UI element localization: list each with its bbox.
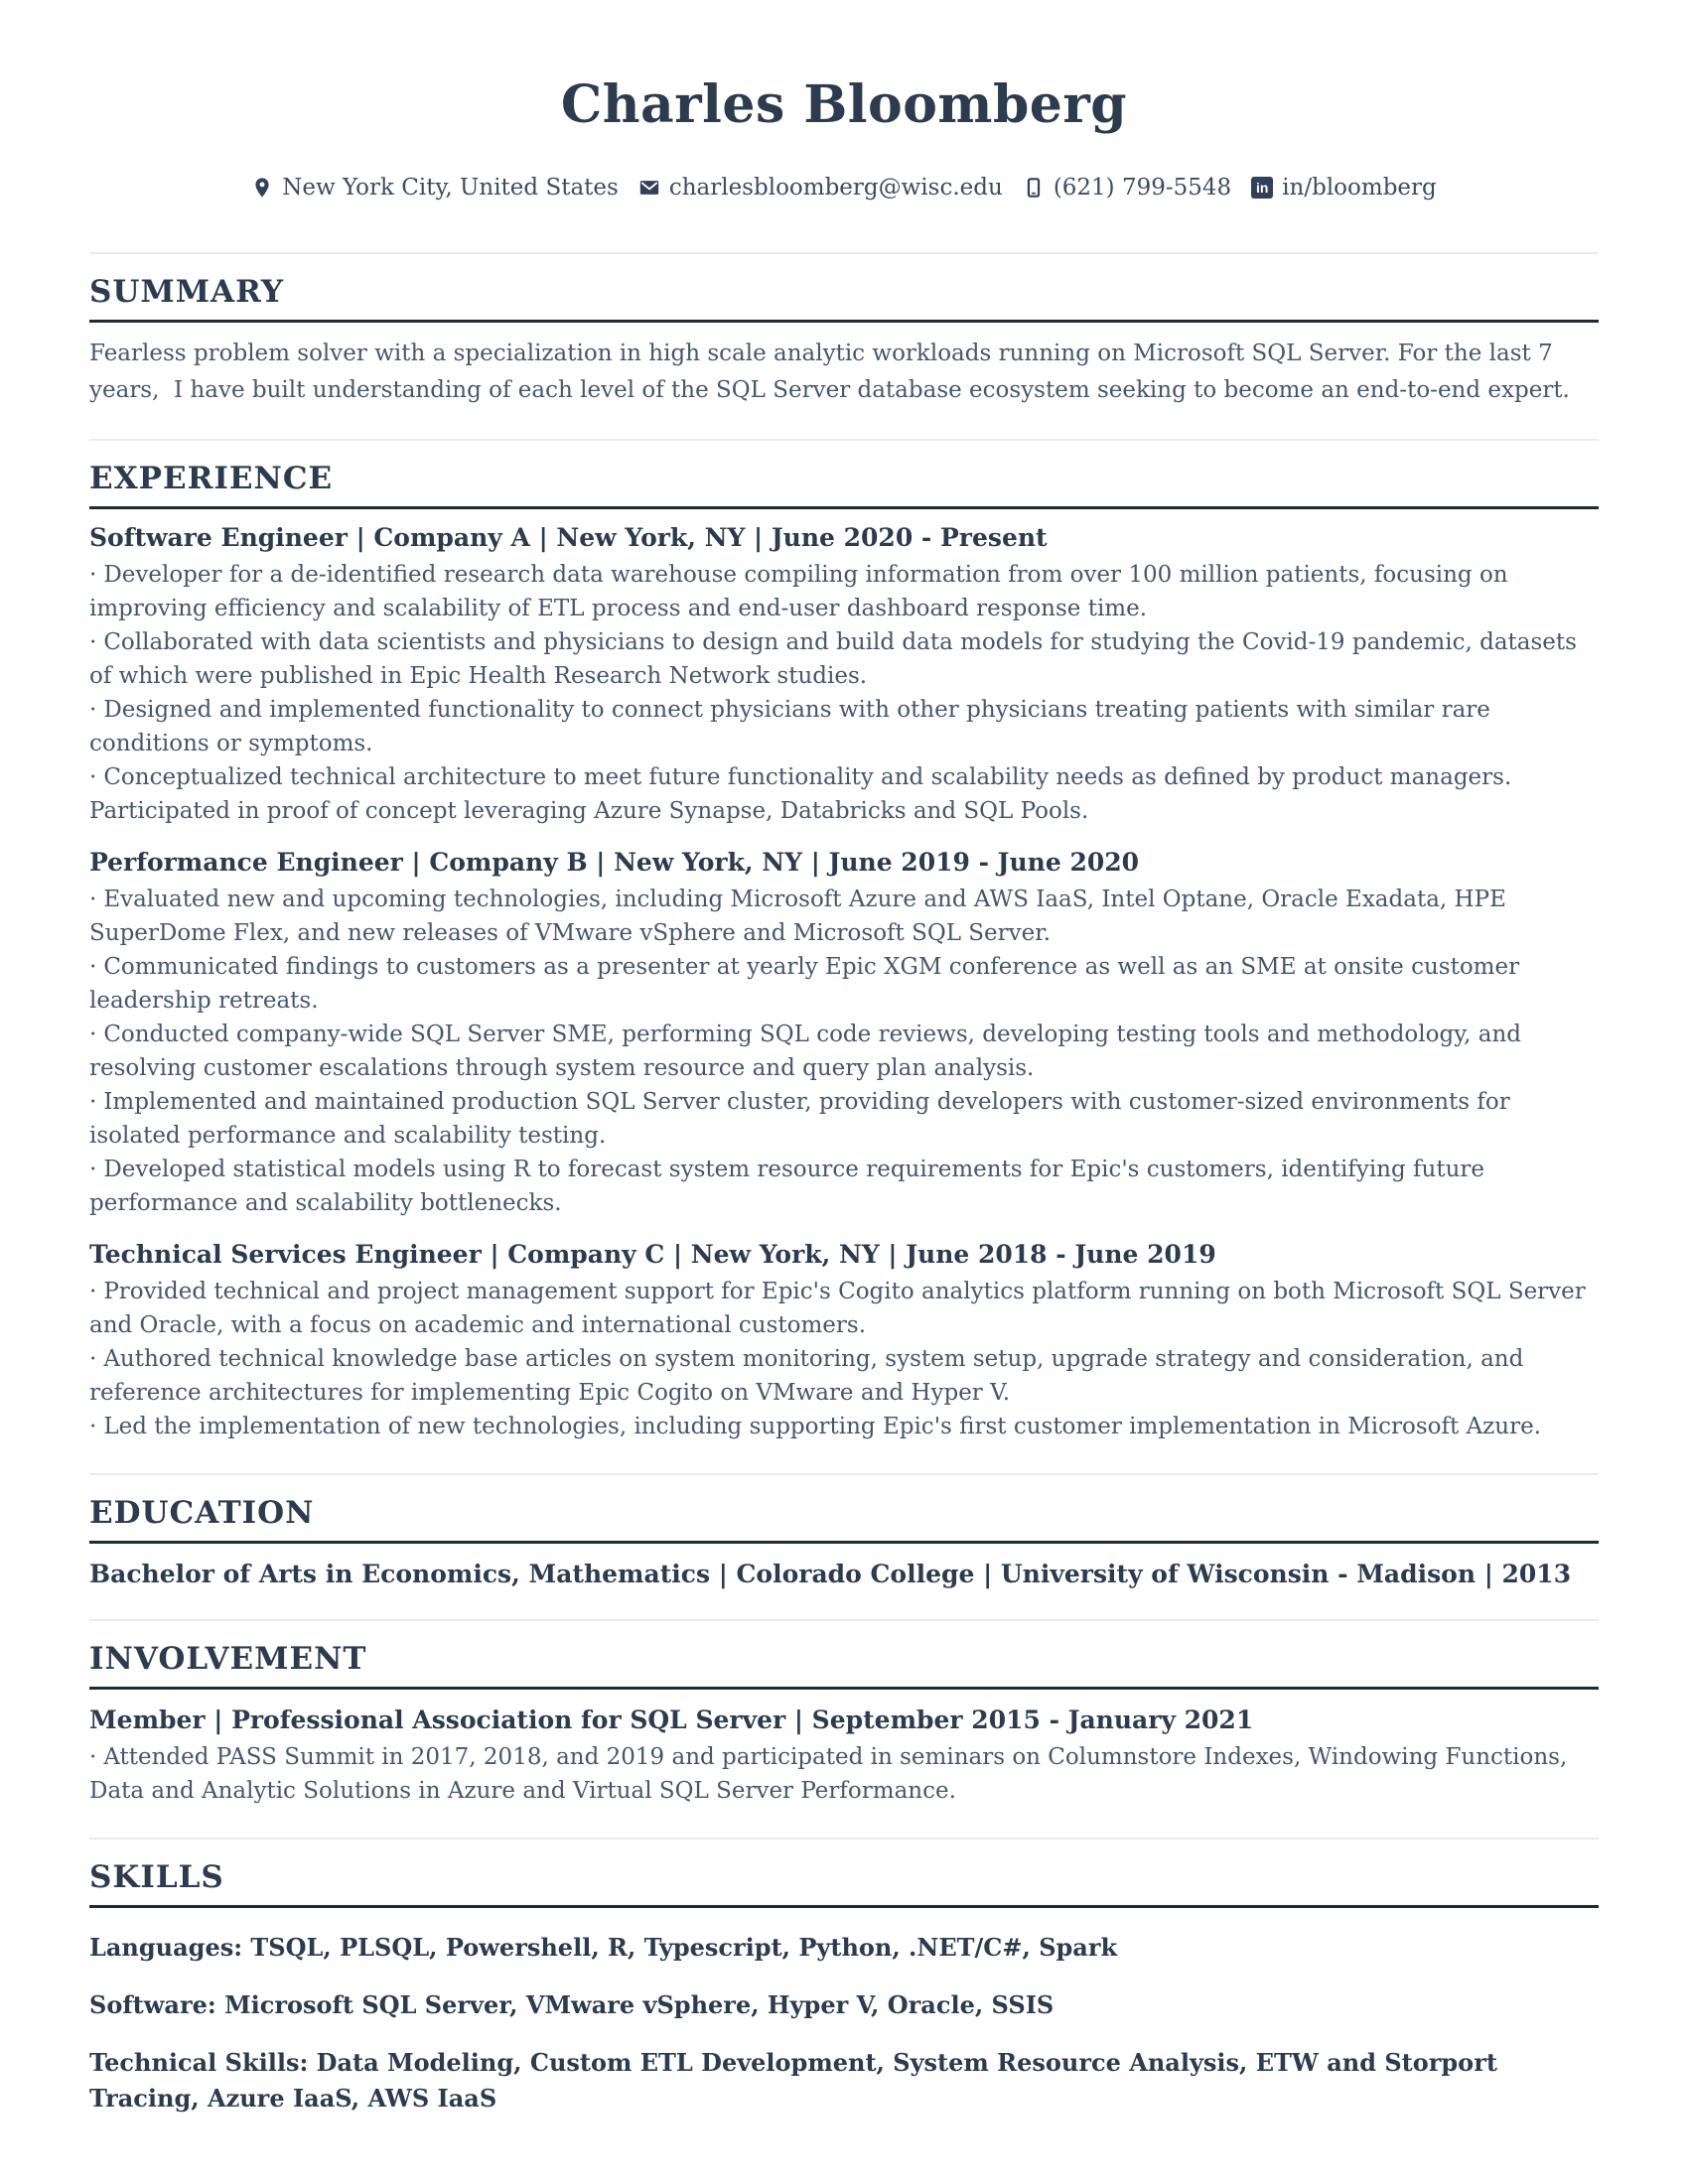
job-bullet [89, 625, 1599, 693]
bullet-text: Collaborated with data scientists and physicians to design and build data models for studying the Covid-19 pandemic, datasets of which were published in Epic Health Research Network studies. [89, 628, 1577, 689]
bullet-text: Attended PASS Summit in 2017, 2018, and 2019 and participated in seminars on Columnstore Indexes, Windowing Functions, Data and Analytic Solutions in Azure and Virtual SQL Server Performance. [89, 1743, 1568, 1804]
summary-section-title: SUMMARY [89, 273, 285, 310]
experience-section-title: EXPERIENCE [89, 460, 334, 496]
section-divider [89, 1619, 1599, 1621]
bullet-text: Conceptualized technical architecture to meet future functionality and scalability needs as defined by product managers. Participated in proof of concept leveraging Azure Synapse, Databricks and SQL Pools. [89, 763, 1512, 824]
job-bullet [89, 1085, 1599, 1153]
contact-linkedin [1251, 175, 1437, 201]
skills-technical: Technical Skills: Data Modeling, Custom ETL Development, System Resource Analysis, ETW and Storport Tracing, Azure IaaS, AWS IaaS [89, 2047, 1497, 2113]
mobile-phone-icon [1023, 177, 1045, 199]
job-bullet [89, 1410, 1599, 1443]
education-degree: Bachelor of Arts in Economics, Mathematics | Colorado College | University of Wisconsin - Madison | 2013 [89, 1559, 1572, 1588]
bullet-dot: · [89, 1413, 97, 1439]
section-involvement [89, 1619, 1599, 1808]
envelope-icon [638, 177, 660, 199]
involvement-bullet [89, 1740, 1599, 1808]
bullet-text: Provided technical and project management support for Epic's Cogito analytics platform running on both Microsoft SQL Server and Oracle, with a focus on academic and international customers. [89, 1278, 1586, 1338]
bullet-text: Developer for a de-identified research data warehouse compiling information from over 100 million patients, focusing on improving efficiency and scalability of ETL process and end-user dashboard response time. [89, 561, 1508, 621]
job-title: Performance Engineer | Company B | New York, NY | June 2019 - June 2020 [89, 847, 1140, 877]
job-title: Technical Services Engineer | Company C | New York, NY | June 2018 - June 2019 [89, 1239, 1216, 1269]
candidate-name: Charles Bloomberg [560, 74, 1128, 135]
bullet-dot: · [89, 561, 97, 588]
contact-linkedin-text: in/bloomberg [1282, 174, 1437, 201]
job-entry [89, 523, 1599, 828]
contact-email [638, 175, 1003, 201]
contact-row [89, 175, 1599, 201]
bullet-text: Designed and implemented functionality to connect physicians with other physicians treating patients with similar rare conditions or symptoms. [89, 696, 1490, 756]
job-bullet [89, 558, 1599, 625]
job-bullet [89, 1342, 1599, 1410]
job-title: Software Engineer | Company A | New York, NY | June 2020 - Present [89, 522, 1048, 552]
linkedin-icon: in [1251, 177, 1273, 199]
job-bullet [89, 693, 1599, 760]
bullet-dot: · [89, 953, 97, 980]
location-pin-icon [251, 177, 273, 199]
resume-header [89, 75, 1599, 201]
summary-text: Fearless problem solver with a specialization in high scale analytic workloads running on Microsoft SQL Server. For the last 7 years, I have built understanding of each level of the SQL Server database ecosystem seeking to become an end-to-end expert. [89, 340, 1570, 403]
bullet-dot: · [89, 763, 97, 790]
bullet-text: Conducted company-wide SQL Server SME, performing SQL code reviews, developing testing tools and methodology, and resolving customer escalations through system resource and query plan analysis. [89, 1021, 1522, 1081]
job-bullet [89, 1153, 1599, 1220]
bullet-dot: · [89, 696, 97, 723]
bullet-text: Led the implementation of new technologies, including supporting Epic's first customer implementation in Microsoft Azure. [103, 1413, 1542, 1439]
contact-location [251, 175, 619, 201]
job-bullet [89, 760, 1599, 828]
involvement-entry [89, 1706, 1599, 1808]
job-entry [89, 1240, 1599, 1443]
section-experience [89, 439, 1599, 1443]
involvement-section-title: INVOLVEMENT [89, 1640, 367, 1677]
bullet-dot: · [89, 886, 97, 912]
bullet-text: Developed statistical models using R to forecast system resource requirements for Epic's customers, identifying future performance and scalability bottlenecks. [89, 1156, 1485, 1216]
skills-languages: Languages: TSQL, PLSQL, Powershell, R, Typescript, Python, .NET/C#, Spark [89, 1932, 1118, 1962]
contact-phone-text: (621) 799-5548 [1053, 174, 1232, 201]
contact-email-text: charlesbloomberg@wisc.edu [668, 174, 1003, 201]
section-divider [89, 1473, 1599, 1475]
skills-software: Software: Microsoft SQL Server, VMware vSphere, Hyper V, Oracle, SSIS [89, 1989, 1055, 2019]
bullet-dot: · [89, 1021, 97, 1047]
section-rule [89, 506, 1599, 509]
contact-location-text: New York City, United States [282, 174, 619, 201]
section-divider [89, 439, 1599, 441]
bullet-text: Communicated findings to customers as a presenter at yearly Epic XGM conference as well as an SME at onsite customer leadership retreats. [89, 953, 1520, 1014]
section-rule [89, 1687, 1599, 1690]
section-rule [89, 1541, 1599, 1544]
involvement-role: Member | Professional Association for SQL Server | September 2015 - January 2021 [89, 1705, 1254, 1734]
job-bullet [89, 1275, 1599, 1342]
bullet-text: Authored technical knowledge base articles on system monitoring, system setup, upgrade strategy and consideration, and reference architectures for implementing Epic Cogito on VMware and Hyper V. [89, 1345, 1524, 1406]
job-entry [89, 848, 1599, 1220]
bullet-dot: · [89, 1156, 97, 1182]
bullet-text: Implemented and maintained production SQL Server cluster, providing developers with customer-sized environments for isolated performance and scalability testing. [89, 1088, 1510, 1149]
bullet-dot: · [89, 1088, 97, 1115]
contact-phone [1023, 175, 1231, 201]
job-bullet [89, 950, 1599, 1018]
skills-section-title: SKILLS [89, 1858, 224, 1895]
section-education [89, 1473, 1599, 1589]
bullet-dot: · [89, 628, 97, 655]
bullet-text: Evaluated new and upcoming technologies, including Microsoft Azure and AWS IaaS, Intel Optane, Oracle Exadata, HPE SuperDome Flex, and new releases of VMware vSphere and Microsoft SQL Server. [89, 886, 1506, 946]
section-rule [89, 320, 1599, 323]
section-skills [89, 1838, 1599, 2116]
section-divider [89, 252, 1599, 254]
section-rule [89, 1905, 1599, 1908]
job-bullet [89, 1018, 1599, 1085]
bullet-dot: · [89, 1743, 97, 1770]
section-divider [89, 1838, 1599, 1840]
job-bullet [89, 883, 1599, 950]
bullet-dot: · [89, 1345, 97, 1372]
bullet-dot: · [89, 1278, 97, 1304]
education-section-title: EDUCATION [89, 1494, 315, 1531]
section-summary [89, 252, 1599, 409]
